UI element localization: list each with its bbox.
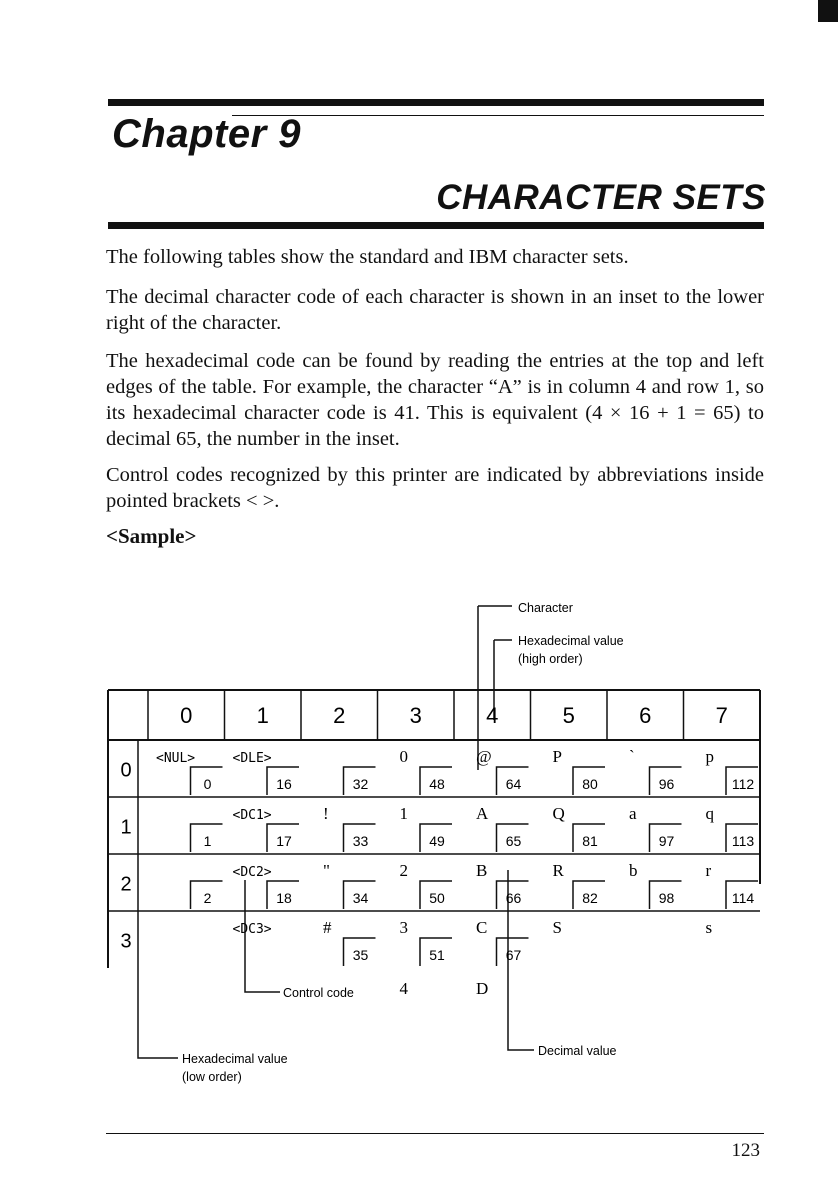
decimal-value: 66 (505, 890, 522, 906)
character-glyph: C (476, 918, 488, 937)
decimal-value: 98 (658, 890, 675, 906)
character-glyph: A (476, 804, 489, 823)
paragraph-control: Control codes recognized by this printer are indicated by abbreviations inside pointed brackets < >. (106, 464, 764, 512)
decimal-value: 81 (582, 833, 598, 849)
character-table (108, 690, 760, 998)
character-glyph: B (476, 861, 488, 880)
control-code-label: <DC2> (232, 865, 272, 880)
decimal-value: 48 (429, 776, 445, 792)
character-glyph: 2 (399, 861, 408, 880)
character-glyph: 1 (399, 804, 408, 823)
character-glyph: Q (552, 804, 565, 823)
sample-diagram (0, 580, 838, 1110)
decimal-value: 18 (276, 890, 292, 906)
character-glyph: a (629, 804, 637, 823)
column-header: 1 (256, 703, 269, 728)
character-glyph: q (705, 804, 714, 823)
callout-line-hex-low (138, 740, 178, 1058)
character-glyph: ! (323, 804, 329, 823)
control-code-label: <DLE> (232, 751, 272, 766)
decimal-value: 0 (203, 776, 212, 792)
decimal-value: 80 (582, 776, 598, 792)
column-header: 7 (715, 703, 728, 728)
callout-line-character (478, 606, 512, 770)
character-glyph: # (323, 918, 332, 937)
character-glyph: S (552, 918, 562, 937)
decimal-value: 64 (505, 776, 522, 792)
column-header: 0 (180, 703, 193, 728)
decimal-value: 96 (658, 776, 675, 792)
decimal-value: 65 (505, 833, 522, 849)
row-header: 3 (120, 930, 132, 953)
header-rule-top (108, 99, 764, 106)
decimal-value: 17 (276, 833, 292, 849)
decimal-value: 113 (731, 833, 755, 849)
row-header: 0 (120, 759, 132, 782)
character-glyph: r (705, 861, 712, 880)
page-number: 123 (731, 1140, 760, 1161)
column-header: 4 (486, 703, 499, 728)
decimal-value: 97 (658, 833, 675, 849)
callout-control-code-label: Control code (283, 986, 354, 1000)
row-header: 2 (120, 873, 132, 896)
footer-rule (106, 1133, 764, 1134)
decimal-value: 32 (352, 776, 369, 792)
control-code-label: <DC1> (232, 808, 272, 823)
character-glyph: 0 (399, 747, 408, 766)
decimal-value: 33 (352, 833, 369, 849)
character-glyph: " (323, 861, 330, 880)
callout-hex-high-label-1: Hexadecimal value (518, 634, 624, 648)
callout-character-label: Character (518, 601, 573, 615)
decimal-value: 16 (276, 776, 292, 792)
character-glyph: 4 (399, 979, 408, 998)
decimal-value: 34 (352, 890, 369, 906)
chapter-label: Chapter 9 (112, 112, 301, 156)
decimal-value: 112 (731, 776, 755, 792)
decimal-value: 49 (429, 833, 445, 849)
decimal-value: 50 (429, 890, 445, 906)
character-glyph: P (552, 747, 562, 766)
sample-heading: <Sample> (106, 524, 197, 548)
decimal-value: 1 (203, 833, 212, 849)
control-code-label: <NUL> (156, 751, 196, 766)
character-glyph: 3 (399, 918, 408, 937)
paragraph-decimal: The decimal character code of each character is shown in an inset to the lower right of the character. (106, 286, 764, 334)
character-glyph: s (705, 918, 713, 937)
character-glyph: @ (476, 747, 492, 766)
chapter-title: CHARACTER SETS (436, 178, 766, 217)
decimal-value: 35 (352, 947, 369, 963)
column-header: 6 (639, 703, 652, 728)
decimal-value: 51 (429, 947, 445, 963)
header-rule-thin (232, 115, 764, 116)
decimal-value: 67 (505, 947, 522, 963)
callout-hex-high-label-2: (high order) (518, 652, 583, 666)
callout-hex-low-label-1: Hexadecimal value (182, 1052, 288, 1066)
callout-decimal-label: Decimal value (538, 1044, 617, 1058)
column-header: 3 (409, 703, 422, 728)
decimal-value: 114 (731, 890, 755, 906)
callout-hex-low-label-2: (low order) (182, 1070, 242, 1084)
column-header: 2 (333, 703, 346, 728)
control-code-label: <DC3> (232, 922, 272, 937)
row-header: 1 (120, 816, 132, 839)
character-glyph: R (552, 861, 564, 880)
paragraph-hex: The hexadecimal code can be found by reading the entries at the top and left edges of the table. For example, the character “A” is in column 4 and row 1, so its hexadecimal character code is 41. This is equivalent (4 × 16 + 1 = 65) to decimal 65, the number in the inset. (106, 350, 764, 450)
column-header: 5 (562, 703, 575, 728)
paragraph-intro: The following tables show the standard and IBM character sets. (106, 246, 629, 268)
decimal-value: 82 (582, 890, 598, 906)
character-glyph: b (629, 861, 638, 880)
corner-registration-mark (818, 0, 838, 22)
character-glyph: ` (629, 747, 635, 766)
character-glyph: D (476, 979, 489, 998)
character-glyph: p (705, 747, 714, 766)
decimal-value: 2 (203, 890, 212, 906)
title-rule (108, 222, 764, 229)
